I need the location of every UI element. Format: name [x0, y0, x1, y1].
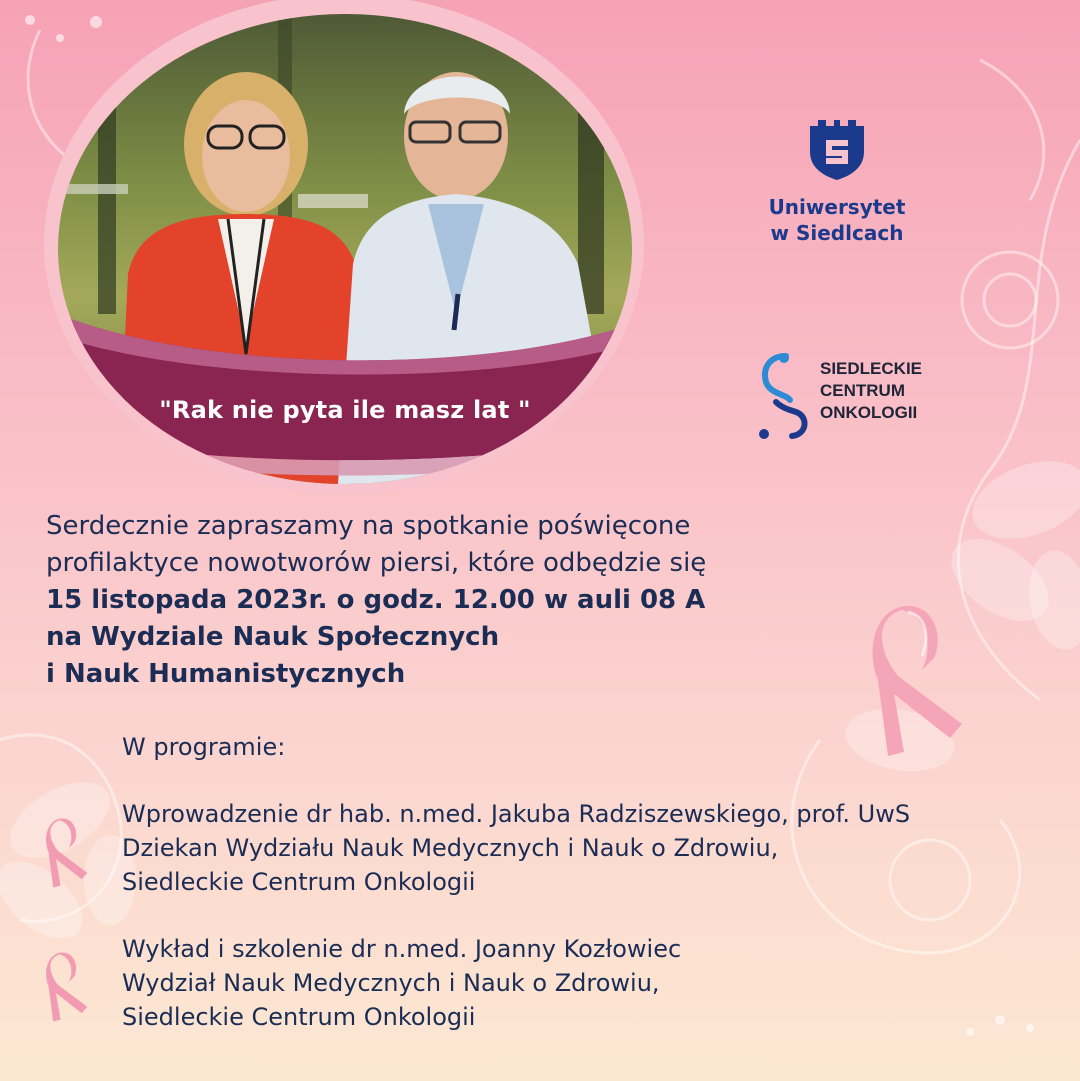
- ribbon-bullet-icon: [44, 818, 90, 888]
- university-name-line2: w Siedlcach: [770, 221, 904, 245]
- oncology-name-line3: ONKOLOGII: [820, 403, 918, 422]
- program-item-1-line-3: Siedleckie Centrum Onkologii: [122, 868, 476, 896]
- program-heading: W programie:: [122, 733, 286, 761]
- oncology-name-line2: CENTRUM: [820, 381, 905, 400]
- quote-text: "Rak nie pyta ile masz lat ": [159, 396, 531, 424]
- university-name-line1: Uniwersytet: [768, 195, 906, 219]
- program-item-1-line-2: Dziekan Wydziału Nauk Medycznych i Nauk o Zdrowiu,: [122, 834, 779, 862]
- program-section: [122, 730, 1052, 1034]
- program-item-1: [122, 797, 1052, 899]
- oncology-name-line1: SIEDLECKIE: [820, 359, 923, 378]
- intro-line-2: profilaktyce nowotworów piersi, które odbędzie się: [46, 548, 707, 578]
- program-item-2: [122, 932, 1052, 1034]
- program-item-2-line-3: Siedleckie Centrum Onkologii: [122, 1003, 476, 1031]
- program-item-2-line-1: Wykład i szkolenie dr n.med. Joanny Kozłowiec: [122, 935, 682, 963]
- intro-venue-line-1: na Wydziale Nauk Społecznych: [46, 622, 500, 652]
- intro-line-1: Serdecznie zapraszamy na spotkanie poświęcone: [46, 511, 691, 541]
- university-crest-icon: [806, 118, 868, 182]
- university-logo: [752, 118, 922, 246]
- intro-date-line: 15 listopada 2023r. o godz. 12.00 w auli 08 A: [46, 585, 706, 615]
- ribbon-bullet-icon: [44, 952, 90, 1022]
- intro-paragraph: [46, 508, 886, 693]
- program-item-1-line-1: Wprowadzenie dr hab. n.med. Jakuba Radziszewskiego, prof. UwS: [122, 800, 911, 828]
- oncology-logo-mark-icon: [756, 350, 816, 442]
- oncology-center-logo: [756, 350, 976, 442]
- program-item-2-line-2: Wydział Nauk Medycznych i Nauk o Zdrowiu,: [122, 969, 660, 997]
- intro-venue-line-2: i Nauk Humanistycznych: [46, 659, 406, 689]
